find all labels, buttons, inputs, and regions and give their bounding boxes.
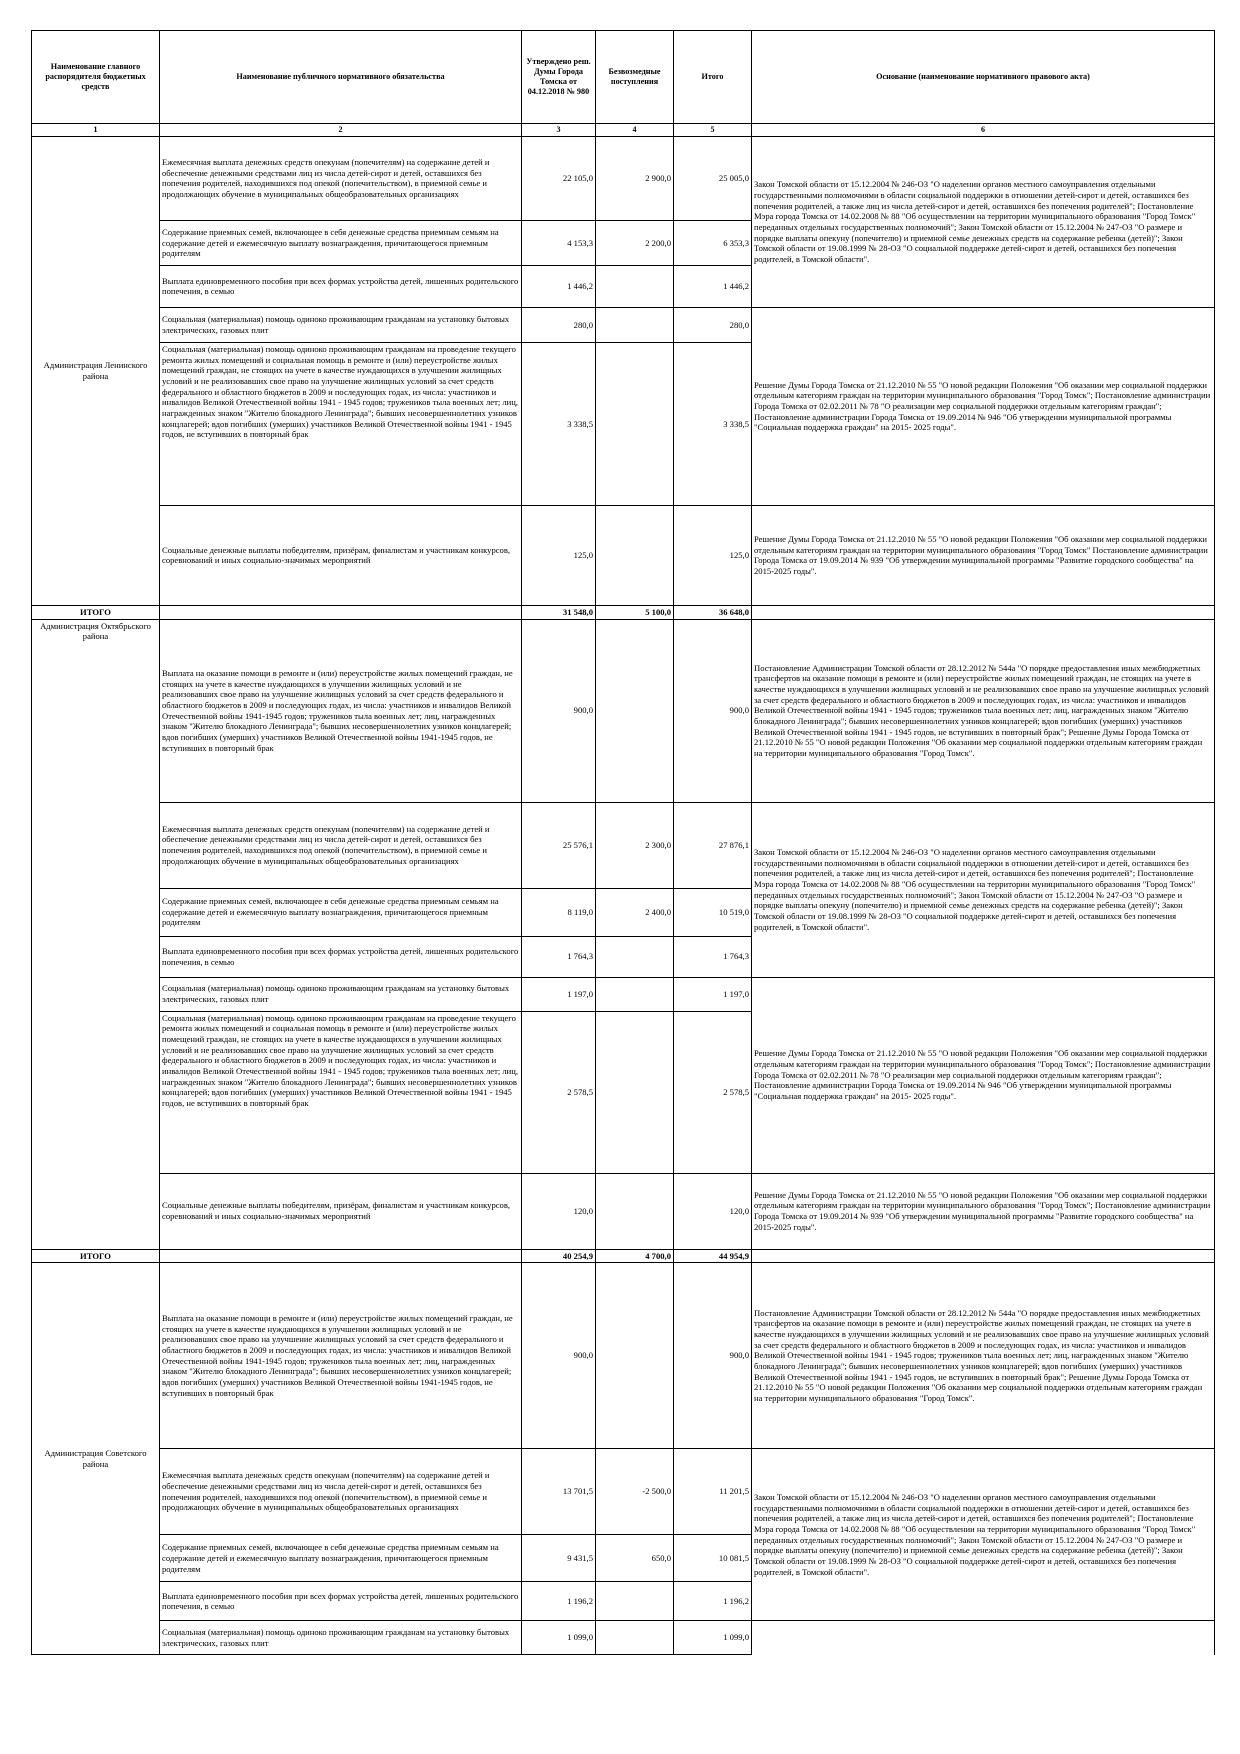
- col-number: 3: [522, 124, 596, 137]
- value-grants: 2 300,0: [596, 802, 674, 888]
- value-approved: 1 764,3: [522, 936, 596, 977]
- header-row: [32, 31, 1215, 124]
- obligation-name: Выплата единовременного пособия при всех формах устройства детей, лишенных родительского попечения, в семью: [160, 936, 522, 977]
- value-grants: [596, 342, 674, 505]
- table-row: [32, 505, 1215, 605]
- col-number: 2: [160, 124, 522, 137]
- obligation-name: Социальная (материальная) помощь одиноко проживающим гражданам на проведение текущего ремонта жилых помещений и социальная помощь в ремонте и (или) переустройстве жилых помещений граждан, не стоящих на учете в качестве нуждающихся в улучшении жилищных условий и не реализовавших свое право на улучшение жилищных условий за счет средств федерального и областного бюджетов в 2009 и последующих годах, из числа: участников и инвалидов Великой Отечественной войны 1941 - 1945 годов; тружеников тыла военных лет; лиц, награжденных знаком "Жителю блокадного Ленинграда"; бывших несовершеннолетних узников концлагерей; вдов погибших (умерших) участников Великой Отечественной войны 1941 - 1945 годов, не вступивших в повторный брак: [160, 1011, 522, 1173]
- value-grants: 2 200,0: [596, 220, 674, 265]
- header-col6: Основание (наименование нормативного правового акта): [752, 31, 1215, 124]
- header-col3: Утверждено реш. Думы Города Томска от 04.12.2018 № 980: [522, 31, 596, 124]
- value-approved: 9 431,5: [522, 1535, 596, 1582]
- value-grants: 2 400,0: [596, 888, 674, 936]
- value-approved: 8 119,0: [522, 888, 596, 936]
- value-grants: [596, 977, 674, 1011]
- total-basis-empty: [752, 1249, 1215, 1263]
- value-total: 125,0: [674, 505, 752, 605]
- col-number: 1: [32, 124, 160, 137]
- legal-basis: Закон Томской области от 15.12.2004 № 246-ОЗ "О наделении органов местного самоуправления отдельными государственными полномочиями в области социальной поддержки в отношении детей-сирот и детей, оставшихся без попечения родителей, а также лиц из числа детей-сирот и детей, оставшихся без попечения родителей"; Постановление Мэра города Томска от 14.02.2008 № 88 "Об осуществлении на территории муниципального образования "Город Томск" переданных отдельных государственных полномочий"; Закон Томской области от 15.12.2004 № 247-ОЗ "О размере и порядке выплаты опекуну (попечителю) и приемной семье денежных средств на содержание ребенка (детей)"; Закон Томской области от 19.08.1999 № 28-ОЗ "О социальной поддержке детей-сирот и детей, оставшихся без попечения родителей, в Томской области".: [752, 136, 1215, 307]
- obligation-name: Выплата на оказание помощи в ремонте и (или) переустройстве жилых помещений граждан, не стоящих на учете в качестве нуждающихся в улучшении жилищных условий и не реализовавших свое право на улучшение жилищных условий за счет средств федерального и областного бюджетов в 2009 и последующих годах, из числа: участников и инвалидов Великой Отечественной войны 1941-1945 годов; тружеников тыла военных лет; лиц, награжденных знаком "Жителю блокадного Ленинграда"; бывших несовершеннолетних узников концлагерей; вдов погибших (умерших) участников Великой Отечественной войны 1941-1945 годов, не вступивших в повторный брак: [160, 619, 522, 802]
- table-row: [32, 802, 1215, 888]
- table-row: [32, 619, 1215, 802]
- table-row: [32, 1449, 1215, 1535]
- total-grants: 5 100,0: [596, 605, 674, 619]
- header-col1: Наименование главного распорядителя бюджетных средств: [32, 31, 160, 124]
- obligation-name: Выплата единовременного пособия при всех формах устройства детей, лишенных родительского попечения, в семью: [160, 1582, 522, 1621]
- value-approved: 900,0: [522, 619, 596, 802]
- obligation-name: Содержание приемных семей, включающее в себя денежные средства приемным семьям на содержание детей и ежемесячную выплату вознаграждения, причитающегося приемным родителям: [160, 1535, 522, 1582]
- legal-basis: Постановление Администрации Томской области от 28.12.2012 № 544а "О порядке предоставления иных межбюджетных трансфертов на оказание помощи в ремонте и (или) переустройстве жилых помещений граждан, не стоящих на учете в качестве нуждающихся в улучшении жилищных условий и не реализовавших свое право на улучшение жилищных условий за счет средств федерального и областного бюджетов в 2009 и последующих годах, из числа: участников и инвалидов Великой Отечественной войны 1941 - 1945 годов; тружеников тыла военных лет; лиц, награжденных знаком "Жителю блокадного Ленинграда"; бывших несовершеннолетних узников концлагерей; вдов погибших (умерших) участников Великой Отечественной войны 1941 - 1945 годов, не вступивших в повторный брак"; Решение Думы Города Томска от 21.12.2010 № 55 "О новой редакции Положения "Об оказании мер социальной поддержки отдельным категориям граждан на территории муниципального образования "Город Томск".: [752, 1263, 1215, 1449]
- value-approved: 125,0: [522, 505, 596, 605]
- value-approved: 1 099,0: [522, 1621, 596, 1655]
- obligation-name: Социальная (материальная) помощь одиноко проживающим гражданам на установку бытовых электрических, газовых плит: [160, 1621, 522, 1655]
- obligation-name: Выплата единовременного пособия при всех формах устройства детей, лишенных родительского попечения, в семью: [160, 265, 522, 307]
- table-row: [32, 1263, 1215, 1449]
- table-row: [32, 307, 1215, 342]
- value-total: 900,0: [674, 619, 752, 802]
- obligation-name: Социальные денежные выплаты победителям, призёрам, финалистам и участникам конкурсов, соревнований и иных социально-значимых мероприятий: [160, 1173, 522, 1249]
- value-approved: 900,0: [522, 1263, 596, 1449]
- value-grants: [596, 1173, 674, 1249]
- value-grants: [596, 1263, 674, 1449]
- total-approved: 40 254,9: [522, 1249, 596, 1263]
- value-total: 6 353,3: [674, 220, 752, 265]
- table-row: [32, 977, 1215, 1011]
- value-approved: 22 105,0: [522, 136, 596, 220]
- total-grants: 4 700,0: [596, 1249, 674, 1263]
- legal-basis-continued: [752, 1621, 1215, 1655]
- value-approved: 1 446,2: [522, 265, 596, 307]
- value-total: 1 197,0: [674, 977, 752, 1011]
- value-total: 25 005,0: [674, 136, 752, 220]
- obligation-name: Ежемесячная выплата денежных средств опекунам (попечителям) на содержание детей и обеспечение денежными средствами лиц из числа детей-сирот и детей, оставшихся без попечения родителей, находившихся под опекой (попечительством), в приемной семье и продолжающих обучение в муниципальных общеобразовательных организациях: [160, 136, 522, 220]
- total-label: ИТОГО: [32, 605, 160, 619]
- value-approved: 1 197,0: [522, 977, 596, 1011]
- obligation-name: Социальная (материальная) помощь одиноко проживающим гражданам на установку бытовых электрических, газовых плит: [160, 307, 522, 342]
- budget-obligations-table: [31, 30, 1215, 1655]
- value-grants: [596, 1582, 674, 1621]
- value-grants: -2 500,0: [596, 1449, 674, 1535]
- value-grants: [596, 1011, 674, 1173]
- header-col4: Безвозмедные поступления: [596, 31, 674, 124]
- value-approved: 280,0: [522, 307, 596, 342]
- obligation-name: Социальная (материальная) помощь одиноко проживающим гражданам на установку бытовых электрических, газовых плит: [160, 977, 522, 1011]
- obligation-name: Ежемесячная выплата денежных средств опекунам (попечителям) на содержание детей и обеспечение денежными средствами лиц из числа детей-сирот и детей, оставшихся без попечения родителей, находившихся под опекой (попечительством), в приемной семье и продолжающих обучение в муниципальных общеобразовательных организациях: [160, 802, 522, 888]
- obligation-name: Социальные денежные выплаты победителям, призёрам, финалистам и участникам конкурсов, соревнований и иных социально-значимых мероприятий: [160, 505, 522, 605]
- total-basis-empty: [752, 605, 1215, 619]
- value-approved: 3 338,5: [522, 342, 596, 505]
- obligation-name: Содержание приемных семей, включающее в себя денежные средства приемным семьям на содержание детей и ежемесячную выплату вознаграждения, причитающегося приемным родителям: [160, 888, 522, 936]
- legal-basis: Решение Думы Города Томска от 21.12.2010 № 55 "О новой редакции Положения "Об оказании мер социальной поддержки отдельным категориям граждан на территории муниципального образования "Город Томск"; Постановление администрации Города Томска от 02.02.2011 № 78 "О реализации мер социальной поддержки отдельным категориям граждан"; Постановление администрации Города Томска от 19.09.2014 № 946 "Об утверждении муниципальной программы "Социальная поддержка граждан" на 2015- 2025 годы".: [752, 307, 1215, 505]
- obligation-name: Выплата на оказание помощи в ремонте и (или) переустройстве жилых помещений граждан, не стоящих на учете в качестве нуждающихся в улучшении жилищных условий и не реализовавших свое право на улучшение жилищных условий за счет средств федерального и областного бюджетов в 2009 и последующих годах, из числа: участников и инвалидов Великой Отечественной войны 1941-1945 годов; тружеников тыла военных лет; лиц, награжденных знаком "Жителю блокадного Ленинграда"; бывших несовершеннолетних узников концлагерей; вдов погибших (умерших) участников Великой Отечественной войны 1941-1945 годов, не вступивших в повторный брак: [160, 1263, 522, 1449]
- total-label: ИТОГО: [32, 1249, 160, 1263]
- value-total: 3 338,5: [674, 342, 752, 505]
- legal-basis: Закон Томской области от 15.12.2004 № 246-ОЗ "О наделении органов местного самоуправления отдельными государственными полномочиями в области социальной поддержки в отношении детей-сирот и детей, оставшихся без попечения родителей, а также лиц из числа детей-сирот и детей, оставшихся без попечения родителей"; Постановление Мэра города Томска от 14.02.2008 № 88 "Об осуществлении на территории муниципального образования "Город Томск" переданных отдельных государственных полномочий"; Закон Томской области от 15.12.2004 № 247-ОЗ "О размере и порядке выплаты опекуну (попечителю) и приемной семье денежных средств на содержание ребенка (детей)"; Закон Томской области от 19.08.1999 № 28-ОЗ "О социальной поддержке детей-сирот и детей, оставшихся без попечения родителей, в Томской области".: [752, 802, 1215, 977]
- value-grants: [596, 1621, 674, 1655]
- value-total: 2 578,5: [674, 1011, 752, 1173]
- table-row: [32, 1173, 1215, 1249]
- value-approved: 1 196,2: [522, 1582, 596, 1621]
- value-grants: [596, 936, 674, 977]
- value-approved: 25 576,1: [522, 802, 596, 888]
- value-total: 900,0: [674, 1263, 752, 1449]
- obligation-name: Ежемесячная выплата денежных средств опекунам (попечителям) на содержание детей и обеспечение денежными средствами лиц из числа детей-сирот и детей, оставшихся без попечения родителей, находившихся под опекой (попечительством), в приемной семье и продолжающих обучение в муниципальных общеобразовательных организациях: [160, 1449, 522, 1535]
- org-oktyabrsky: Администрация Октябрьского района: [32, 619, 160, 1249]
- col-number: 5: [674, 124, 752, 137]
- header-col5: Итого: [674, 31, 752, 124]
- value-total: 1 446,2: [674, 265, 752, 307]
- obligation-name: Социальная (материальная) помощь одиноко проживающим гражданам на проведение текущего ремонта жилых помещений и социальная помощь в ремонте и (или) переустройстве жилых помещений граждан, не стоящих на учете в качестве нуждающихся в улучшении жилищных условий и не реализовавших свое право на улучшение жилищных условий за счет средств федерального и областного бюджетов в 2009 и последующих годах, из числа: участников и инвалидов Великой Отечественной войны 1941 - 1945 годов; тружеников тыла военных лет; лиц, награжденных знаком "Жителю блокадного Ленинграда"; бывших несовершеннолетних узников концлагерей; вдов погибших (умерших) участников Великой Отечественной войны 1941 - 1945 годов, не вступивших в повторный брак: [160, 342, 522, 505]
- value-total: 10 081,5: [674, 1535, 752, 1582]
- value-total: 1 764,3: [674, 936, 752, 977]
- value-approved: 2 578,5: [522, 1011, 596, 1173]
- value-total: 1 099,0: [674, 1621, 752, 1655]
- value-total: 10 519,0: [674, 888, 752, 936]
- total-sum: 36 648,0: [674, 605, 752, 619]
- value-total: 120,0: [674, 1173, 752, 1249]
- legal-basis: Решение Думы Города Томска от 21.12.2010 № 55 "О новой редакции Положения "Об оказании мер социальной поддержки отдельным категориям граждан на территории муниципального образования "Город Томск"; Постановление администрации Города Томска от 19.09.2014 № 939 "Об утверждении муниципальной программы "Развитие городского сообщества" на 2015-2025 годы".: [752, 1173, 1215, 1249]
- total-sum: 44 954,9: [674, 1249, 752, 1263]
- value-grants: [596, 619, 674, 802]
- legal-basis: Решение Думы Города Томска от 21.12.2010 № 55 "О новой редакции Положения "Об оказании мер социальной поддержки отдельным категориям граждан на территории муниципального образования "Город Томск"; Постановление администрации Города Томска от 02.02.2011 № 78 "О реализации мер социальной поддержки отдельным категориям граждан"; Постановление администрации Города Томска от 19.09.2014 № 946 "Об утверждении муниципальной программы "Социальная поддержка граждан" на 2015- 2025 годы".: [752, 977, 1215, 1173]
- value-approved: 4 153,3: [522, 220, 596, 265]
- col-number: 4: [596, 124, 674, 137]
- value-total: 1 196,2: [674, 1582, 752, 1621]
- legal-basis: Закон Томской области от 15.12.2004 № 246-ОЗ "О наделении органов местного самоуправления отдельными государственными полномочиями в области социальной поддержки в отношении детей-сирот и детей, оставшихся без попечения родителей, а также лиц из числа детей-сирот и детей, оставшихся без попечения родителей"; Постановление Мэра города Томска от 14.02.2008 № 88 "Об осуществлении на территории муниципального образования "Город Томск" переданных отдельных государственных полномочий"; Закон Томской области от 15.12.2004 № 247-ОЗ "О размере и порядке выплаты опекуну (попечителю) и приемной семье денежных средств на содержание ребенка (детей)"; Закон Томской области от 19.08.1999 № 28-ОЗ "О социальной поддержке детей-сирот и детей, оставшихся без попечения родителей, в Томской области".: [752, 1449, 1215, 1621]
- column-number-row: [32, 124, 1215, 137]
- value-grants: [596, 265, 674, 307]
- value-grants: [596, 505, 674, 605]
- total-empty: [160, 605, 522, 619]
- org-leninsky: Администрация Ленинского района: [32, 136, 160, 605]
- value-approved: 120,0: [522, 1173, 596, 1249]
- value-grants: 650,0: [596, 1535, 674, 1582]
- col-number: 6: [752, 124, 1215, 137]
- legal-basis: Постановление Администрации Томской области от 28.12.2012 № 544а "О порядке предоставления иных межбюджетных трансфертов на оказание помощи в ремонте и (или) переустройстве жилых помещений граждан, не стоящих на учете в качестве нуждающихся в улучшении жилищных условий и не реализовавших свое право на улучшение жилищных условий за счет средств федерального и областного бюджетов в 2009 и последующих годах, из числа: участников и инвалидов Великой Отечественной войны 1941 - 1945 годов; тружеников тыла военных лет; лиц, награжденных знаком "Жителю блокадного Ленинграда"; бывших несовершеннолетних узников концлагерей; вдов погибших (умерших) участников Великой Отечественной войны 1941 - 1945 годов, не вступивших в повторный брак"; Решение Думы Города Томска от 21.12.2010 № 55 "О новой редакции Положения "Об оказании мер социальной поддержки отдельным категориям граждан на территории муниципального образования "Город Томск".: [752, 619, 1215, 802]
- value-total: 280,0: [674, 307, 752, 342]
- value-approved: 13 701,5: [522, 1449, 596, 1535]
- value-grants: [596, 307, 674, 342]
- table-row: [32, 1621, 1215, 1655]
- table-row: [32, 136, 1215, 220]
- legal-basis: Решение Думы Города Томска от 21.12.2010 № 55 "О новой редакции Положения "Об оказании мер социальной поддержки отдельным категориям граждан на территории муниципального образования "Город Томск" Постановление администрации Города Томска от 19.09.2014 № 939 "Об утверждении муниципальной программы "Развитие городского сообщества" на 2015-2025 годы".: [752, 505, 1215, 605]
- total-row: [32, 605, 1215, 619]
- obligation-name: Содержание приемных семей, включающее в себя денежные средства приемным семьям на содержание детей и ежемесячную выплату вознаграждения, причитающегося приемным родителям: [160, 220, 522, 265]
- org-sovetsky: Администрация Советского района: [32, 1263, 160, 1655]
- value-total: 11 201,5: [674, 1449, 752, 1535]
- header-col2: Наименование публичного нормативного обязательства: [160, 31, 522, 124]
- total-empty: [160, 1249, 522, 1263]
- total-approved: 31 548,0: [522, 605, 596, 619]
- value-total: 27 876,1: [674, 802, 752, 888]
- value-grants: 2 900,0: [596, 136, 674, 220]
- total-row: [32, 1249, 1215, 1263]
